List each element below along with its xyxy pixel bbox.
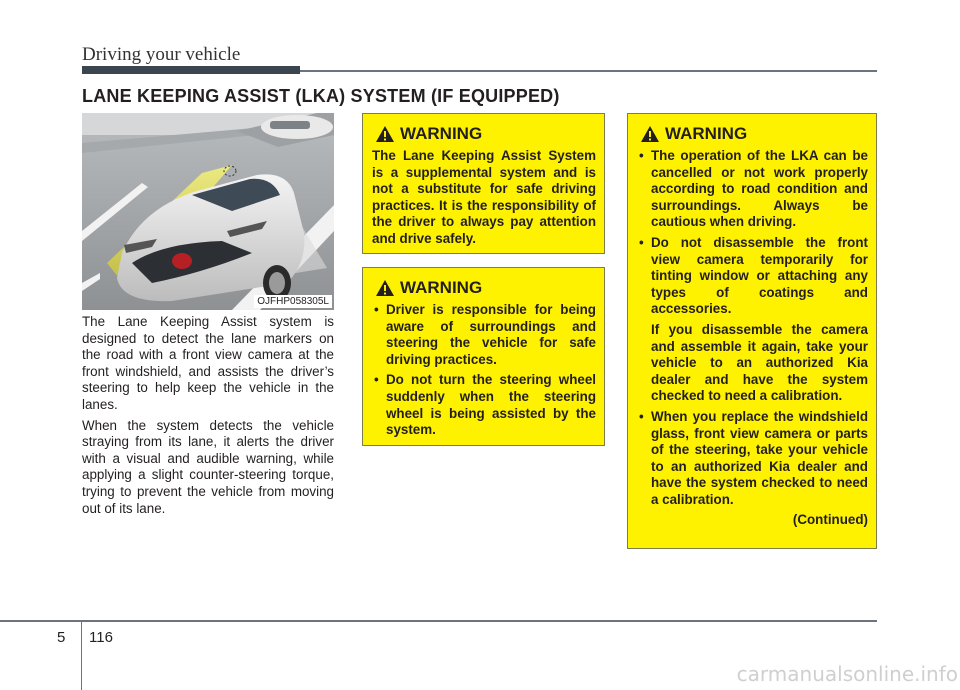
warning-text: The Lane Keeping Assist System is a supplemental system and is not a substitute for safe driving practices. It is the responsibility of the driver to always pay attention and drive safely. [372, 148, 596, 246]
warning-title: WARNING [665, 124, 748, 143]
warning-title: WARNING [400, 278, 483, 297]
warning-triangle-icon [375, 279, 395, 297]
header-bar [82, 66, 300, 74]
warning-item: • Do not turn the steering wheel suddenly when the steering wheel is being assisted by the system. [372, 372, 596, 438]
warning-item: • Driver is responsible for being aware of surroundings and steering the vehicle for safe driving practices. [372, 302, 596, 368]
section-header: Driving your vehicle [82, 44, 241, 65]
warning-title: WARNING [400, 124, 483, 143]
warning-item: • Do not disassemble the front view camera temporarily for tinting window or attaching any types of coatings and accessories. [637, 235, 868, 318]
warning-item: • When you replace the windshield glass, front view camera or parts of the steering, take your vehicle to an authorized Kia dealer and have the system checked to need a calibration. [637, 409, 868, 509]
page-number: 116 [89, 629, 113, 646]
warning-list [637, 409, 868, 509]
warning-header [375, 122, 596, 146]
footer-divider [81, 622, 82, 690]
body-paragraph-2: When the system detects the vehicle straying from its lane, it alerts the driver with a visual and audible warning, while applying a slight counter-steering torque, trying to prevent the vehicle from moving out of its lane. [82, 417, 334, 516]
footer-rule [0, 620, 877, 622]
warning-sub-paragraph: If you disassemble the camera and assemble it again, take your vehicle to an authorized Kia dealer and have the system checked to need a calibration. [651, 321, 868, 404]
header-rule [300, 70, 877, 72]
warning-triangle-icon [640, 125, 660, 143]
figure-code: OJFHP058305L [254, 295, 332, 308]
warning-triangle-icon [375, 125, 395, 143]
warning-box-3 [627, 113, 877, 549]
warning-box-2 [362, 267, 605, 446]
car-lane-illustration [82, 113, 334, 310]
warning-list [637, 148, 868, 318]
body-text [82, 314, 334, 521]
lka-illustration [82, 113, 334, 310]
watermark: carmanualsonline.info [736, 662, 958, 686]
warning-item: • The operation of the LKA can be cancelled or not work properly according to road condition and surroundings. Always be cautious when driving. [637, 148, 868, 231]
warning-header [640, 122, 868, 146]
body-paragraph-1: The Lane Keeping Assist system is designed to detect the lane markers on the road with a front view camera at the front windshield, and assists the driver’s steering to help keep the vehicle in the lanes. [82, 314, 334, 412]
continued-label: (Continued) [792, 512, 868, 528]
chapter-number: 5 [57, 629, 66, 646]
page-title: LANE KEEPING ASSIST (LKA) SYSTEM (IF EQUIPPED) [82, 86, 560, 106]
warning-box-1 [362, 113, 605, 254]
warning-header [375, 276, 596, 300]
warning-list [372, 302, 596, 439]
